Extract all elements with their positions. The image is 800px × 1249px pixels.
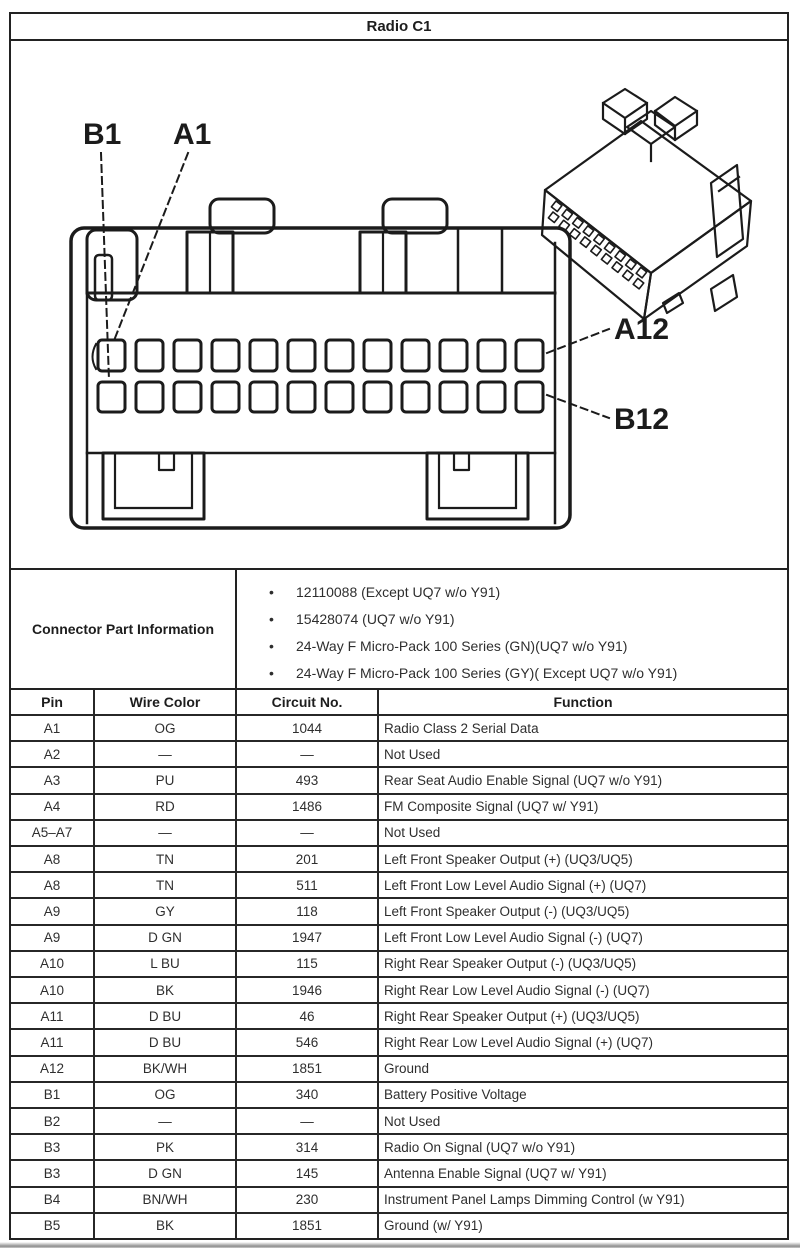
bullet-icon: •	[269, 638, 274, 654]
table-cell: TN	[95, 873, 237, 897]
table-cell: B3	[11, 1135, 95, 1159]
table-row	[11, 1107, 787, 1133]
table-row	[11, 1002, 787, 1028]
table-cell: B5	[11, 1214, 95, 1238]
table-cell: TN	[95, 847, 237, 871]
table-cell: B3	[11, 1161, 95, 1185]
table-cell: FM Composite Signal (UQ7 w/ Y91)	[384, 799, 599, 815]
table-cell: BK	[95, 1214, 237, 1238]
pin-a1-key-arc	[93, 344, 97, 369]
table-row	[11, 845, 787, 871]
table-cell: Right Rear Speaker Output (+) (UQ3/UQ5)	[384, 1008, 640, 1024]
table-row	[11, 950, 787, 976]
table-cell: —	[237, 742, 379, 766]
table-cell: Battery Positive Voltage	[384, 1087, 527, 1103]
table-cell: A11	[11, 1030, 95, 1054]
connector-diagram-svg	[11, 41, 787, 568]
part-info-item-text: 24-Way F Micro-Pack 100 Series (GY)( Except UQ7 w/o Y91)	[296, 665, 678, 681]
table-cell: BN/WH	[95, 1188, 237, 1212]
table-cell: A8	[11, 873, 95, 897]
top-latch-tab-2	[360, 199, 447, 293]
table-row	[11, 1212, 787, 1238]
table-cell: L BU	[95, 952, 237, 976]
table-cell: Radio On Signal (UQ7 w/o Y91)	[384, 1139, 576, 1155]
table-row	[11, 1186, 787, 1212]
table-cell: —	[95, 1109, 237, 1133]
table-cell: Radio Class 2 Serial Data	[384, 720, 539, 736]
table-cell: A11	[11, 1004, 95, 1028]
table-cell: A2	[11, 742, 95, 766]
table-cell: Right Rear Low Level Audio Signal (-) (UQ7)	[384, 982, 650, 998]
bullet-icon: •	[269, 611, 274, 627]
table-cell: 314	[237, 1135, 379, 1159]
pin-label-b1: B1	[83, 118, 122, 151]
table-cell: BK	[95, 978, 237, 1002]
connector-front-view	[71, 199, 570, 528]
connector-diagram	[11, 41, 787, 568]
part-info-item-text: 15428074 (UQ7 w/o Y91)	[296, 611, 455, 627]
left-hook	[87, 230, 137, 300]
table-cell: A4	[11, 795, 95, 819]
bullet-icon: •	[269, 584, 274, 600]
table-cell: A9	[11, 926, 95, 950]
table-cell: 1044	[237, 716, 379, 740]
right-step	[458, 230, 502, 293]
table-cell: 201	[237, 847, 379, 871]
table-cell: 1946	[237, 978, 379, 1002]
table-cell: 511	[237, 873, 379, 897]
table-cell: A10	[11, 978, 95, 1002]
table-row	[11, 1133, 787, 1159]
pin-table-header	[11, 688, 787, 714]
table-cell: B4	[11, 1188, 95, 1212]
table-cell: 1851	[237, 1057, 379, 1081]
table-row	[11, 1028, 787, 1054]
table-cell: Left Front Speaker Output (+) (UQ3/UQ5)	[384, 851, 633, 867]
table-cell: 1486	[237, 795, 379, 819]
table-cell: 115	[237, 952, 379, 976]
table-cell: Not Used	[384, 825, 441, 841]
table-row	[11, 766, 787, 792]
table-cell: Antenna Enable Signal (UQ7 w/ Y91)	[384, 1166, 607, 1182]
table-row	[11, 1159, 787, 1185]
table-cell: Instrument Panel Lamps Dimming Control (w Y91)	[384, 1192, 685, 1208]
table-cell: Right Rear Low Level Audio Signal (+) (UQ7)	[384, 1035, 654, 1051]
table-row	[11, 714, 787, 740]
table-cell: 118	[237, 899, 379, 923]
page-title: Radio C1	[11, 14, 787, 41]
part-info-item	[269, 579, 781, 606]
table-cell: D BU	[95, 1030, 237, 1054]
table-cell: RD	[95, 795, 237, 819]
table-row	[11, 976, 787, 1002]
header-function: Function	[553, 694, 613, 710]
table-cell: —	[95, 821, 237, 845]
table-cell: BK/WH	[95, 1057, 237, 1081]
part-info-item	[269, 660, 781, 687]
table-row	[11, 871, 787, 897]
pin-grid	[98, 340, 543, 412]
table-cell: Left Front Speaker Output (-) (UQ3/UQ5)	[384, 904, 630, 920]
table-cell: 46	[237, 1004, 379, 1028]
table-cell: GY	[95, 899, 237, 923]
table-row	[11, 1081, 787, 1107]
pin-label-a12: A12	[614, 313, 670, 346]
document-frame	[9, 12, 789, 1240]
table-cell: —	[237, 1109, 379, 1133]
top-latch-tab-1	[187, 199, 274, 293]
part-info-list	[237, 570, 787, 688]
connector-3d-view	[542, 89, 751, 319]
connector-part-information	[11, 568, 787, 688]
table-cell: A10	[11, 952, 95, 976]
table-cell: A9	[11, 899, 95, 923]
table-cell: 1947	[237, 926, 379, 950]
table-cell: Not Used	[384, 1113, 441, 1129]
table-row	[11, 740, 787, 766]
table-cell: 493	[237, 768, 379, 792]
table-cell: Not Used	[384, 746, 441, 762]
pin-label-a1: A1	[173, 118, 212, 151]
table-cell: 546	[237, 1030, 379, 1054]
table-cell: 230	[237, 1188, 379, 1212]
header-pin: Pin	[11, 690, 95, 714]
right-foot	[427, 453, 528, 519]
table-row	[11, 793, 787, 819]
table-cell: A5–A7	[11, 821, 95, 845]
pin-table-body	[11, 714, 787, 1238]
part-info-item-text: 24-Way F Micro-Pack 100 Series (GN)(UQ7 w/o Y91)	[296, 638, 628, 654]
table-cell: Left Front Low Level Audio Signal (-) (UQ7)	[384, 930, 643, 946]
table-cell: OG	[95, 1083, 237, 1107]
pin-label-b12: B12	[614, 403, 670, 436]
header-circuit-no: Circuit No.	[237, 690, 379, 714]
table-cell: Ground	[384, 1061, 430, 1077]
table-cell: B1	[11, 1083, 95, 1107]
table-cell: 145	[237, 1161, 379, 1185]
table-cell: A1	[11, 716, 95, 740]
table-cell: A8	[11, 847, 95, 871]
part-info-item-text: 12110088 (Except UQ7 w/o Y91)	[296, 584, 501, 600]
part-info-item	[269, 633, 781, 660]
table-cell: D GN	[95, 1161, 237, 1185]
table-row	[11, 924, 787, 950]
table-cell: Ground (w/ Y91)	[384, 1218, 483, 1234]
table-cell: D BU	[95, 1004, 237, 1028]
table-cell: 340	[237, 1083, 379, 1107]
table-cell: B2	[11, 1109, 95, 1133]
table-cell: A12	[11, 1057, 95, 1081]
table-row	[11, 897, 787, 923]
table-cell: Rear Seat Audio Enable Signal (UQ7 w/o Y91)	[384, 773, 663, 788]
table-cell: PU	[95, 768, 237, 792]
header-wire-color: Wire Color	[95, 690, 237, 714]
leader-lines	[101, 153, 609, 418]
table-cell: 1851	[237, 1214, 379, 1238]
bullet-icon: •	[269, 665, 274, 681]
table-cell: A3	[11, 768, 95, 792]
table-row	[11, 819, 787, 845]
table-cell: Right Rear Speaker Output (-) (UQ3/UQ5)	[384, 956, 637, 972]
part-info-label: Connector Part Information	[11, 570, 237, 688]
part-info-item	[269, 606, 781, 633]
table-cell: —	[95, 742, 237, 766]
table-cell: OG	[95, 716, 237, 740]
pin-holes-3d	[548, 201, 646, 289]
table-cell: Left Front Low Level Audio Signal (+) (UQ7)	[384, 877, 647, 893]
table-cell: D GN	[95, 926, 237, 950]
table-row	[11, 1055, 787, 1081]
left-foot	[103, 453, 204, 519]
table-cell: —	[237, 821, 379, 845]
table-cell: PK	[95, 1135, 237, 1159]
page-bottom-edge	[0, 1242, 800, 1248]
